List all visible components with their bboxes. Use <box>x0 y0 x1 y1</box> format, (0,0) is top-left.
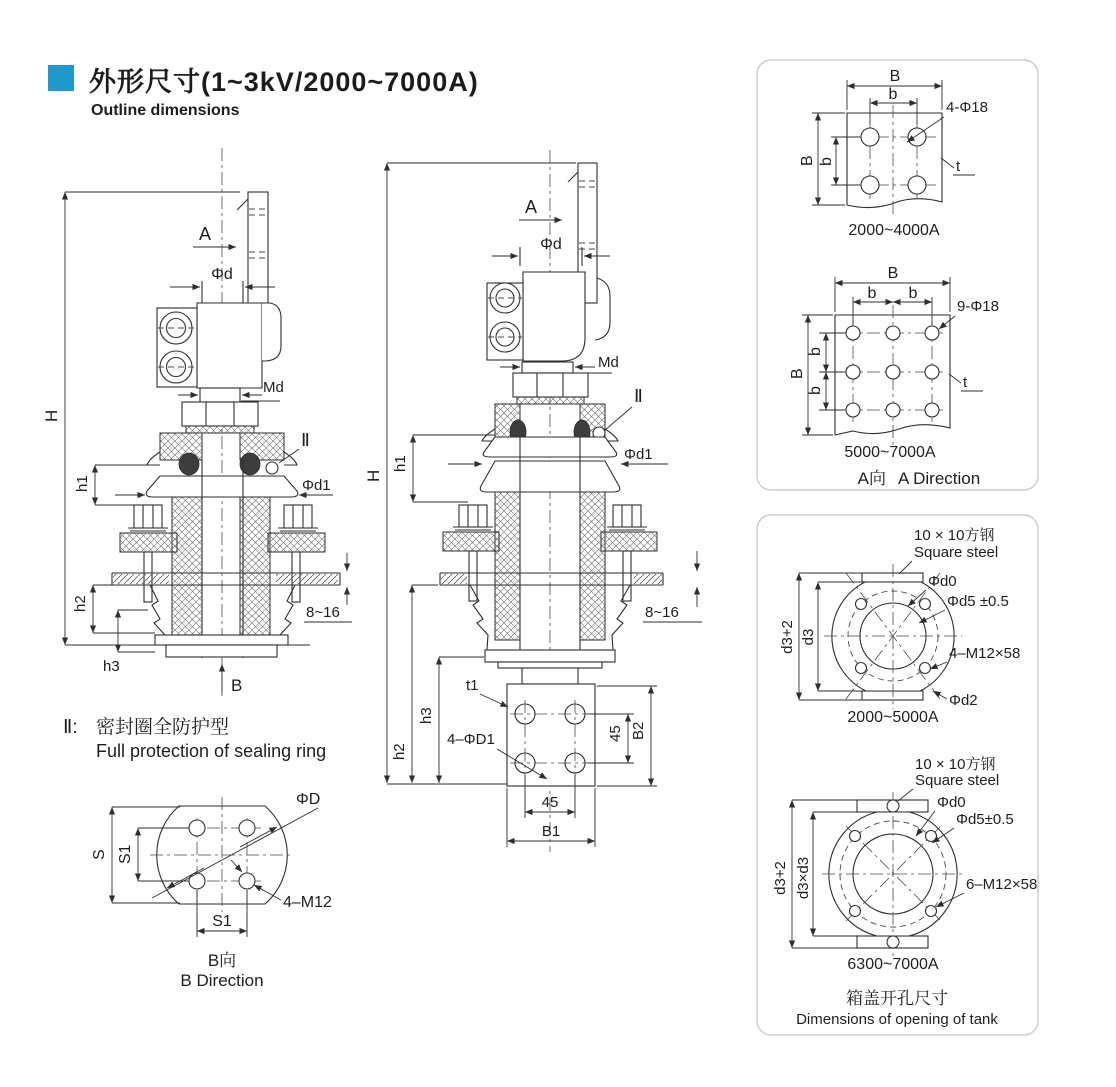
mounting-lug <box>120 533 177 552</box>
dim-phi-d5: Φd5±0.5 <box>956 811 1014 828</box>
a-direction-panel <box>757 60 1038 490</box>
washer <box>517 397 584 404</box>
seal-ref-label: Ⅱ <box>301 430 310 450</box>
dim-h2: h2 <box>72 595 89 612</box>
dim-t: t <box>956 158 961 175</box>
panel-footer-en: A Direction <box>898 469 981 488</box>
bolt-hole <box>925 365 939 379</box>
dim-phi-D: ΦD <box>296 791 321 808</box>
dim-B: B <box>887 265 899 282</box>
seal-ref-label: Ⅱ <box>634 386 643 406</box>
dim-md: Md <box>263 379 284 396</box>
flange-hole <box>189 820 205 836</box>
dim-h3: h3 <box>418 707 435 724</box>
dim-4m12: 4–M12 <box>283 894 332 911</box>
dim-d3: d3 <box>800 628 817 646</box>
tap-hole <box>926 906 937 917</box>
tap-hole <box>920 599 931 610</box>
dim-b: b <box>807 347 824 356</box>
threaded-collar <box>522 362 573 373</box>
dim-b: b <box>818 157 835 166</box>
bolt-hole <box>846 403 860 417</box>
square-steel-label-zh: 10 × 10方钢 <box>914 527 995 544</box>
stud <box>469 551 477 601</box>
note-zh: 密封圈全防护型 <box>96 717 230 738</box>
dim-bolts: 4–M12×58 <box>949 645 1021 662</box>
bolt-hole <box>846 365 860 379</box>
flange-hole <box>189 873 205 889</box>
dim-h: H <box>42 409 61 422</box>
dim-b: b <box>867 285 877 302</box>
seal-retainer <box>266 462 278 474</box>
figure-caption: 6300~7000A <box>847 956 939 973</box>
bolt-hole <box>846 326 860 340</box>
bottom-stem <box>522 668 578 684</box>
dim-45h: 45 <box>541 794 559 811</box>
dim-phi-d1: Φd1 <box>624 446 653 463</box>
dim-B: B <box>799 155 816 166</box>
b-view-caption-en: B Direction <box>180 971 264 990</box>
washer <box>186 426 254 433</box>
epoxy-body <box>240 497 270 637</box>
bolt-hole <box>886 326 900 340</box>
dim-phi-d: Φd <box>211 266 233 283</box>
bolt-hole <box>861 128 879 146</box>
dim-b: b <box>908 285 918 302</box>
page-title: 外形尺寸(1~3kV/2000~7000A) <box>89 67 479 97</box>
flange-hole <box>239 820 255 836</box>
stud-nut <box>134 505 162 528</box>
dim-d3plus2: d3+2 <box>772 861 789 895</box>
epoxy-body <box>172 497 202 637</box>
stud-nut <box>284 505 312 528</box>
insulator-shed <box>483 437 617 457</box>
dim-holes: 9-Φ18 <box>957 298 999 315</box>
bolt-hole <box>886 403 900 417</box>
hex-nut <box>513 373 588 397</box>
panel-footer-en: Dimensions of opening of tank <box>796 1011 998 1028</box>
dim-bolts: 6–M12×58 <box>966 876 1038 893</box>
dim-holes: 4-Φ18 <box>946 99 988 116</box>
dim-t: t <box>963 374 968 391</box>
clamp-bolt <box>160 351 192 383</box>
square-steel-bar <box>862 573 923 582</box>
dim-a-direction: A <box>524 197 538 217</box>
sealing-ring <box>179 453 199 475</box>
dim-45v: 45 <box>607 725 624 742</box>
panel-footer-zh: 箱盖开孔尺寸 <box>846 989 948 1008</box>
clamp-bolt <box>160 312 192 344</box>
terminal-head <box>523 272 585 361</box>
epoxy-body <box>495 492 520 640</box>
insulator-shed <box>480 461 620 492</box>
bolt-hole <box>886 365 900 379</box>
note-en: Full protection of sealing ring <box>96 741 327 761</box>
dim-phi-d2: Φd2 <box>949 692 978 709</box>
dim-h3: h3 <box>103 658 120 675</box>
figure-caption: 5000~7000A <box>844 444 936 461</box>
dim-h1: h1 <box>392 455 409 472</box>
mounting-lug <box>601 532 657 551</box>
dim-md: Md <box>598 354 619 371</box>
dim-phi-d1: Φd1 <box>302 477 331 494</box>
dim-h2: h2 <box>391 743 408 760</box>
dim-a-direction: A <box>198 224 212 244</box>
dim-pad-holes: 4–ΦD1 <box>447 731 495 748</box>
sealing-note <box>63 716 326 761</box>
dim-phi-d0: Φd0 <box>928 573 957 590</box>
dim-phi-d0: Φd0 <box>937 794 966 811</box>
dim-d3xd3: d3×d3 <box>795 856 812 900</box>
pad-plate <box>847 113 942 208</box>
dim-b: b <box>807 386 824 395</box>
mounting-lug <box>268 533 325 552</box>
dim-s: S <box>91 849 108 860</box>
square-steel-bar <box>862 691 923 700</box>
stud-nut <box>459 505 487 527</box>
tank-opening-panel <box>757 515 1038 1035</box>
tap-hole <box>850 831 861 842</box>
figure-caption: 2000~4000A <box>848 222 940 239</box>
tap-hole <box>850 906 861 917</box>
dim-s1h: S1 <box>212 913 232 930</box>
dim-phi-d5: Φd5 ±0.5 <box>947 593 1009 610</box>
dim-phi-d: Φd <box>540 236 562 253</box>
dim-h1: h1 <box>74 475 91 492</box>
epoxy-body <box>580 492 605 640</box>
bottom-flange <box>485 650 615 662</box>
tap-hole <box>920 663 931 674</box>
b-direction-view <box>91 791 332 990</box>
b-view-caption-zh: B向 <box>207 951 237 970</box>
center-bushing-view <box>364 150 702 852</box>
dim-t1: t1 <box>466 677 479 694</box>
tap-hole <box>887 936 899 948</box>
tap-hole <box>887 800 899 812</box>
flange-hole <box>239 873 255 889</box>
dim-b2: B2 <box>630 721 647 740</box>
page-subtitle: Outline dimensions <box>91 102 240 119</box>
dim-plate-thickness: 8~16 <box>306 604 340 621</box>
clamp-bolt <box>490 322 520 352</box>
terminal-head <box>197 303 262 388</box>
stud <box>623 551 631 601</box>
dim-d3plus2: d3+2 <box>779 620 796 654</box>
tap-hole <box>926 831 937 842</box>
figure-caption: 2000~5000A <box>847 709 939 726</box>
hex-nut <box>182 402 258 426</box>
panel-footer-zh: A向 <box>857 469 886 488</box>
dim-b-direction: B <box>231 676 243 695</box>
note-ref: Ⅱ: <box>63 717 78 738</box>
dim-B: B <box>789 368 806 379</box>
tap-hole <box>856 663 867 674</box>
stud-nut <box>613 505 641 527</box>
dim-b1: B1 <box>541 823 561 840</box>
tap-hole <box>856 599 867 610</box>
square-steel-label-en: Square steel <box>915 772 1000 789</box>
bolt-hole <box>925 326 939 340</box>
insulator-shed <box>146 476 298 497</box>
square-steel-label-zh: 10 × 10方钢 <box>915 756 996 773</box>
dim-s1v: S1 <box>117 844 134 864</box>
left-bushing-view <box>42 148 352 700</box>
bolt-hole <box>908 176 926 194</box>
square-steel-label-en: Square steel <box>914 544 999 561</box>
bolt-hole <box>861 176 879 194</box>
bottom-flange <box>155 635 288 645</box>
threaded-collar <box>200 388 240 402</box>
dim-b: b <box>888 86 898 103</box>
bolt-hole <box>925 403 939 417</box>
dim-plate-thickness: 8~16 <box>645 604 679 621</box>
clamp-bolt <box>490 283 520 313</box>
dim-h: H <box>364 469 383 482</box>
mounting-lug <box>443 532 499 551</box>
dim-B: B <box>889 68 901 85</box>
